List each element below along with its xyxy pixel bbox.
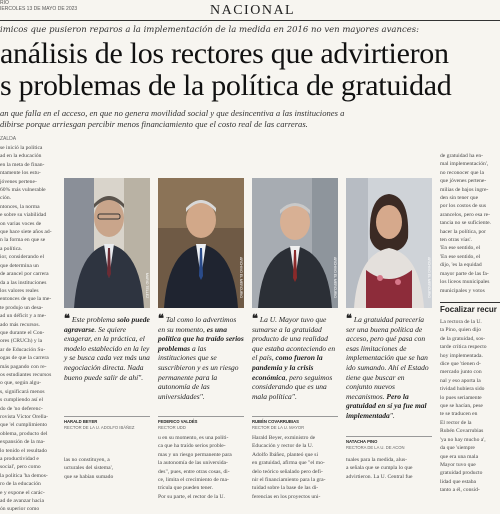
text-line: os estudiantes recursos — [0, 371, 52, 378]
text-line: que era una mala — [440, 453, 479, 460]
pull-quote-1 — [64, 314, 150, 382]
text-line: mas y un riesgo permanente para — [158, 451, 232, 458]
text-line: 'ya no hay mucho a', — [440, 436, 486, 443]
text-line: oblema, producto del — [0, 430, 48, 437]
text-line: ogas de que la carrera — [0, 355, 49, 362]
portrait-photo-3 — [252, 178, 338, 308]
quote-mark-icon: ❝ — [252, 312, 258, 325]
photo-credit-2: ARCHIVO EL MERCURIO — [239, 256, 243, 298]
text-line: o que, según algu- — [0, 380, 42, 387]
body-text-column-3 — [252, 434, 338, 500]
headline-line-1: análisis de los rectores que advirtieron — [0, 37, 449, 70]
pull-quote-2 — [158, 314, 244, 401]
text-line: da que 'siempre — [440, 445, 475, 452]
person-title: RECTOR DE LA U. MAYOR — [252, 424, 305, 430]
paper-name: RIO — [0, 0, 9, 6]
photo-credit-3: ARCHIVO EL MERCURIO — [333, 256, 337, 298]
text-line: ad de avanzar hacia — [0, 498, 44, 505]
quote-mark-icon: ❝ — [64, 312, 70, 325]
text-line: jóvenes pertene- — [0, 178, 37, 185]
text-line: ce, limita el crecimiento de ma- — [158, 477, 229, 484]
portrait-photo-4 — [346, 178, 432, 308]
body-text-column-2 — [158, 434, 244, 500]
text-line: mercado junto con — [440, 369, 482, 376]
person-title: RECTOR DE LA U. ADOLFO IBÁÑEZ — [64, 424, 135, 430]
text-line: ca que ha traído serios proble- — [158, 443, 226, 450]
quote-mark-icon: ❝ — [158, 312, 164, 325]
person-title: RECTOR UDD — [158, 424, 186, 430]
article-kicker: imicos que pusieron reparos a la implementación de la medida en 2016 no ven mayores avances: — [0, 25, 419, 35]
pull-quote-4 — [346, 314, 432, 421]
text-line: ar de Educación Su- — [0, 346, 46, 353]
text-line: ores (CRUCh) y la — [0, 338, 43, 345]
text-line: s, significará menos — [0, 388, 45, 395]
text-line: trícula que pueden tener. — [158, 485, 213, 492]
text-line: Adolfo Ibáñez, planteó que si — [252, 451, 319, 458]
text-line: s cumpliendo así el — [0, 397, 44, 404]
text-line: ad en la educación — [0, 153, 42, 160]
text-line: des", pues, entre otras cosas, di- — [158, 468, 230, 475]
text-line: Mayor tuvo que — [440, 461, 476, 468]
text-line: da a las instituciones — [0, 279, 47, 286]
text-line: tancia no se suficiente. — [440, 220, 491, 227]
text-line: e y expone el carác- — [0, 489, 45, 496]
text-line: lo pues seriamente — [440, 394, 482, 401]
text-line: de la gratuidad, sos- — [440, 335, 486, 342]
text-line: que se hacían, pese — [440, 403, 483, 410]
text-line: delo teórico señalado pero defi- — [252, 468, 323, 475]
person-title: RECTORA DE LA U. DE ACON — [346, 444, 405, 450]
quote-highlight: Pero la gratuidad en sí ya fue mal implementada — [346, 391, 427, 420]
text-line: u en su momento, es una políti- — [158, 435, 229, 441]
text-line: a política. — [0, 245, 23, 252]
person-name: FEDERICO VALDÉS — [158, 419, 198, 424]
text-line: Educación y rector de la U. — [252, 443, 314, 450]
text-line: la política 'ha demos- — [0, 472, 48, 479]
text-line: expansión de la ma- — [0, 439, 45, 446]
top-rule — [0, 20, 500, 21]
deck-line-1: an que falla en el acceso, en que no genera movilidad social y que desincentiva a las instituciones a — [0, 108, 345, 118]
pull-quote-3 — [252, 314, 338, 401]
text-line: que hace siete años ad- — [0, 229, 52, 236]
quote-text: Tal como lo advertimos en su momento, — [158, 315, 237, 334]
quote-text-end: ". — [389, 410, 395, 420]
quote-text: La gratuidad parecería ser una buena política de acceso, pero qué pasa con esas limitaciones de implementación que se han ido sumando. Ahí el Estado tiene que buscar en conjunto nuevos mecanismos. — [346, 315, 429, 401]
text-line: la autonomía de las universida- — [158, 460, 228, 467]
text-line: advirtieron. La U. Central fue — [346, 473, 413, 480]
text-line: que determina un — [0, 262, 39, 269]
deck-line-2: dibirse porque arriesgan percibir menos financiamiento que el costo real de las carreras. — [0, 119, 308, 129]
text-line: que se habían sumado — [64, 473, 114, 480]
text-line: den sin tener que — [440, 195, 479, 202]
text-line: La rectora de la U. — [440, 319, 482, 325]
quote-highlight: como fueron la pandemia y la crisis económica — [252, 353, 323, 382]
text-line: nir el financiamiento para la gra- — [252, 477, 326, 484]
masthead-info — [0, 0, 77, 12]
quote-attribution-4 — [346, 436, 432, 450]
person-name: NATACHA PINO — [346, 439, 378, 444]
text-line: a señala que se cumpla lo que — [346, 465, 413, 472]
text-line: ior, considerando el — [0, 254, 45, 261]
text-line: que jóvenes pertene- — [440, 178, 487, 185]
text-line: ado más recursos. — [0, 321, 40, 328]
article-headline — [0, 38, 500, 102]
text-line: tuidad sobre la base de las di- — [252, 485, 319, 492]
quote-text: Este problema — [71, 315, 118, 324]
quote-text: La U. Mayor tuvo que sumarse a la gratuidad producto de una realidad que estaba aconteciendo en el país, — [252, 315, 336, 363]
text-line: hacer la política, por — [440, 228, 486, 235]
text-line: dice que 'tienen d- — [440, 361, 481, 368]
text-line: ón superior como — [0, 506, 40, 513]
text-line: por los costos de sus — [440, 203, 486, 210]
quote-text-end: , pero seguimos considerando que es una mala política". — [252, 372, 333, 401]
section-title: NACIONAL — [210, 3, 296, 18]
body-text-column-1 — [64, 456, 150, 500]
text-line: en la meta de finan- — [0, 161, 45, 168]
text-line: ro de la educación — [0, 481, 41, 488]
quote-highlight: es una política que ha traído serios problemas — [158, 324, 244, 353]
article-deck — [0, 108, 500, 130]
quote-mark-icon: ❝ — [346, 312, 352, 325]
text-line: arancelos, pero esa re- — [440, 211, 491, 218]
text-line: Por su parte, el rector de la U. — [158, 493, 225, 500]
text-line: tuales para la medida, alus- — [346, 457, 408, 463]
text-line: ntamente los estu- — [0, 170, 41, 177]
byline: ZALDA — [0, 136, 17, 142]
text-line: do de 'no deferenc- — [0, 405, 43, 412]
text-line: entonces de que la me- — [0, 296, 52, 303]
text-line: Rubén Covarrubias — [440, 428, 484, 435]
portrait-photo-2 — [158, 178, 244, 308]
text-line: de arancel por carrera — [0, 271, 49, 278]
person-name: RUBÉN COVARRUBIAS — [252, 419, 299, 424]
person-name: HARALD BEYER — [64, 419, 98, 424]
sidebar-box-title: Focalizar recur — [440, 302, 500, 314]
text-line: más pagando con re- — [0, 363, 47, 370]
right-text-column-2 — [440, 318, 500, 500]
text-line: te produjo un desa- — [0, 304, 44, 311]
photo-credit-1: MARIO TELLEZ — [145, 272, 149, 298]
text-line: hoy implementada. — [440, 352, 483, 359]
text-line: ferencias en los proyectos uni- — [252, 493, 321, 500]
text-line: en gratuidad, afirma que "el mo- — [252, 460, 325, 467]
text-line: rovista Víctor Orella- — [0, 414, 49, 420]
text-line: 'En ese sentido, el — [440, 245, 481, 252]
text-line: que 'el cumplimiento — [0, 422, 47, 429]
text-line: ucturales del sistema', — [64, 465, 114, 472]
text-line: ad un déficit y a me- — [0, 313, 47, 320]
text-line: de gratuidad ha en- — [440, 153, 484, 159]
text-line: milias de bajos ingre- — [440, 186, 489, 193]
text-line: on varias voces de — [0, 220, 42, 227]
text-line: municipales y votos — [440, 287, 485, 294]
issue-date: IERCOLES 13 DE MAYO DE 2023 — [0, 6, 78, 12]
text-line: a productividad e — [0, 456, 39, 463]
photo-credit-4: ARCHIVO EL MERCURIO — [427, 256, 431, 298]
text-line: no reconocer que la — [440, 169, 484, 176]
text-line: tarde crítica respecto — [440, 344, 487, 351]
text-line: dijo, 'es la equidad — [440, 262, 482, 269]
quote-attribution-2 — [158, 416, 244, 430]
text-line: ntonces, la norma — [0, 203, 40, 210]
text-line: los liceos municipales — [440, 279, 490, 286]
text-line: lidad que estaba — [440, 478, 477, 485]
text-line: El rector de la — [440, 419, 472, 426]
quote-attribution-3 — [252, 416, 338, 430]
text-line: te se traducen en — [440, 411, 478, 418]
text-line: ta Pino, quien dijo — [440, 327, 482, 334]
text-line: tividad hubiera sido — [440, 386, 485, 393]
quote-highlight: solo puede agravarse — [64, 315, 150, 334]
text-line: 'En ese sentido, el — [440, 253, 481, 260]
quote-attribution-1 — [64, 416, 150, 430]
text-line: nal y eso aporta la — [440, 377, 481, 384]
right-text-column — [440, 152, 500, 300]
text-line: n la forma en que se — [0, 237, 46, 244]
text-line: mal implementación', — [440, 161, 489, 168]
text-line: las no constituyen, a — [64, 457, 110, 463]
text-line: Harald Beyer, exministro de — [252, 435, 316, 441]
text-line: mayor parte de las fa- — [440, 270, 489, 277]
text-line: e sobre su viabilidad — [0, 212, 47, 219]
text-line: ción. — [0, 195, 12, 202]
text-line: que durante el Con- — [0, 329, 45, 336]
portrait-photo-1 — [64, 178, 150, 308]
text-line: los valores reales — [0, 287, 39, 294]
body-text-column-4 — [346, 456, 432, 500]
text-line: social', pero como — [0, 464, 41, 471]
text-line: 60% más vulnerable — [0, 187, 46, 194]
left-text-column — [0, 144, 60, 513]
quote-text-end: . Se quiere exagerar, en la práctica, el modelo establecido en la ley y se busca cada vez más una negociación directa. Nada bueno puede salir de ahí". — [64, 324, 150, 382]
headline-line-2: s problemas de la política de gratuidad — [0, 69, 452, 102]
text-line: lo tenido el resultado — [0, 447, 48, 454]
text-line: ten otras vías'. — [440, 237, 472, 244]
text-line: gratuidad producto — [440, 470, 483, 477]
text-line: se inició la política — [0, 145, 43, 151]
quote-text-end: a las instituciones que se suscribieron y es un riesgo permanente para la autonomía de las universidades". — [158, 343, 239, 401]
text-line: tanto a él, consid- — [440, 487, 480, 494]
